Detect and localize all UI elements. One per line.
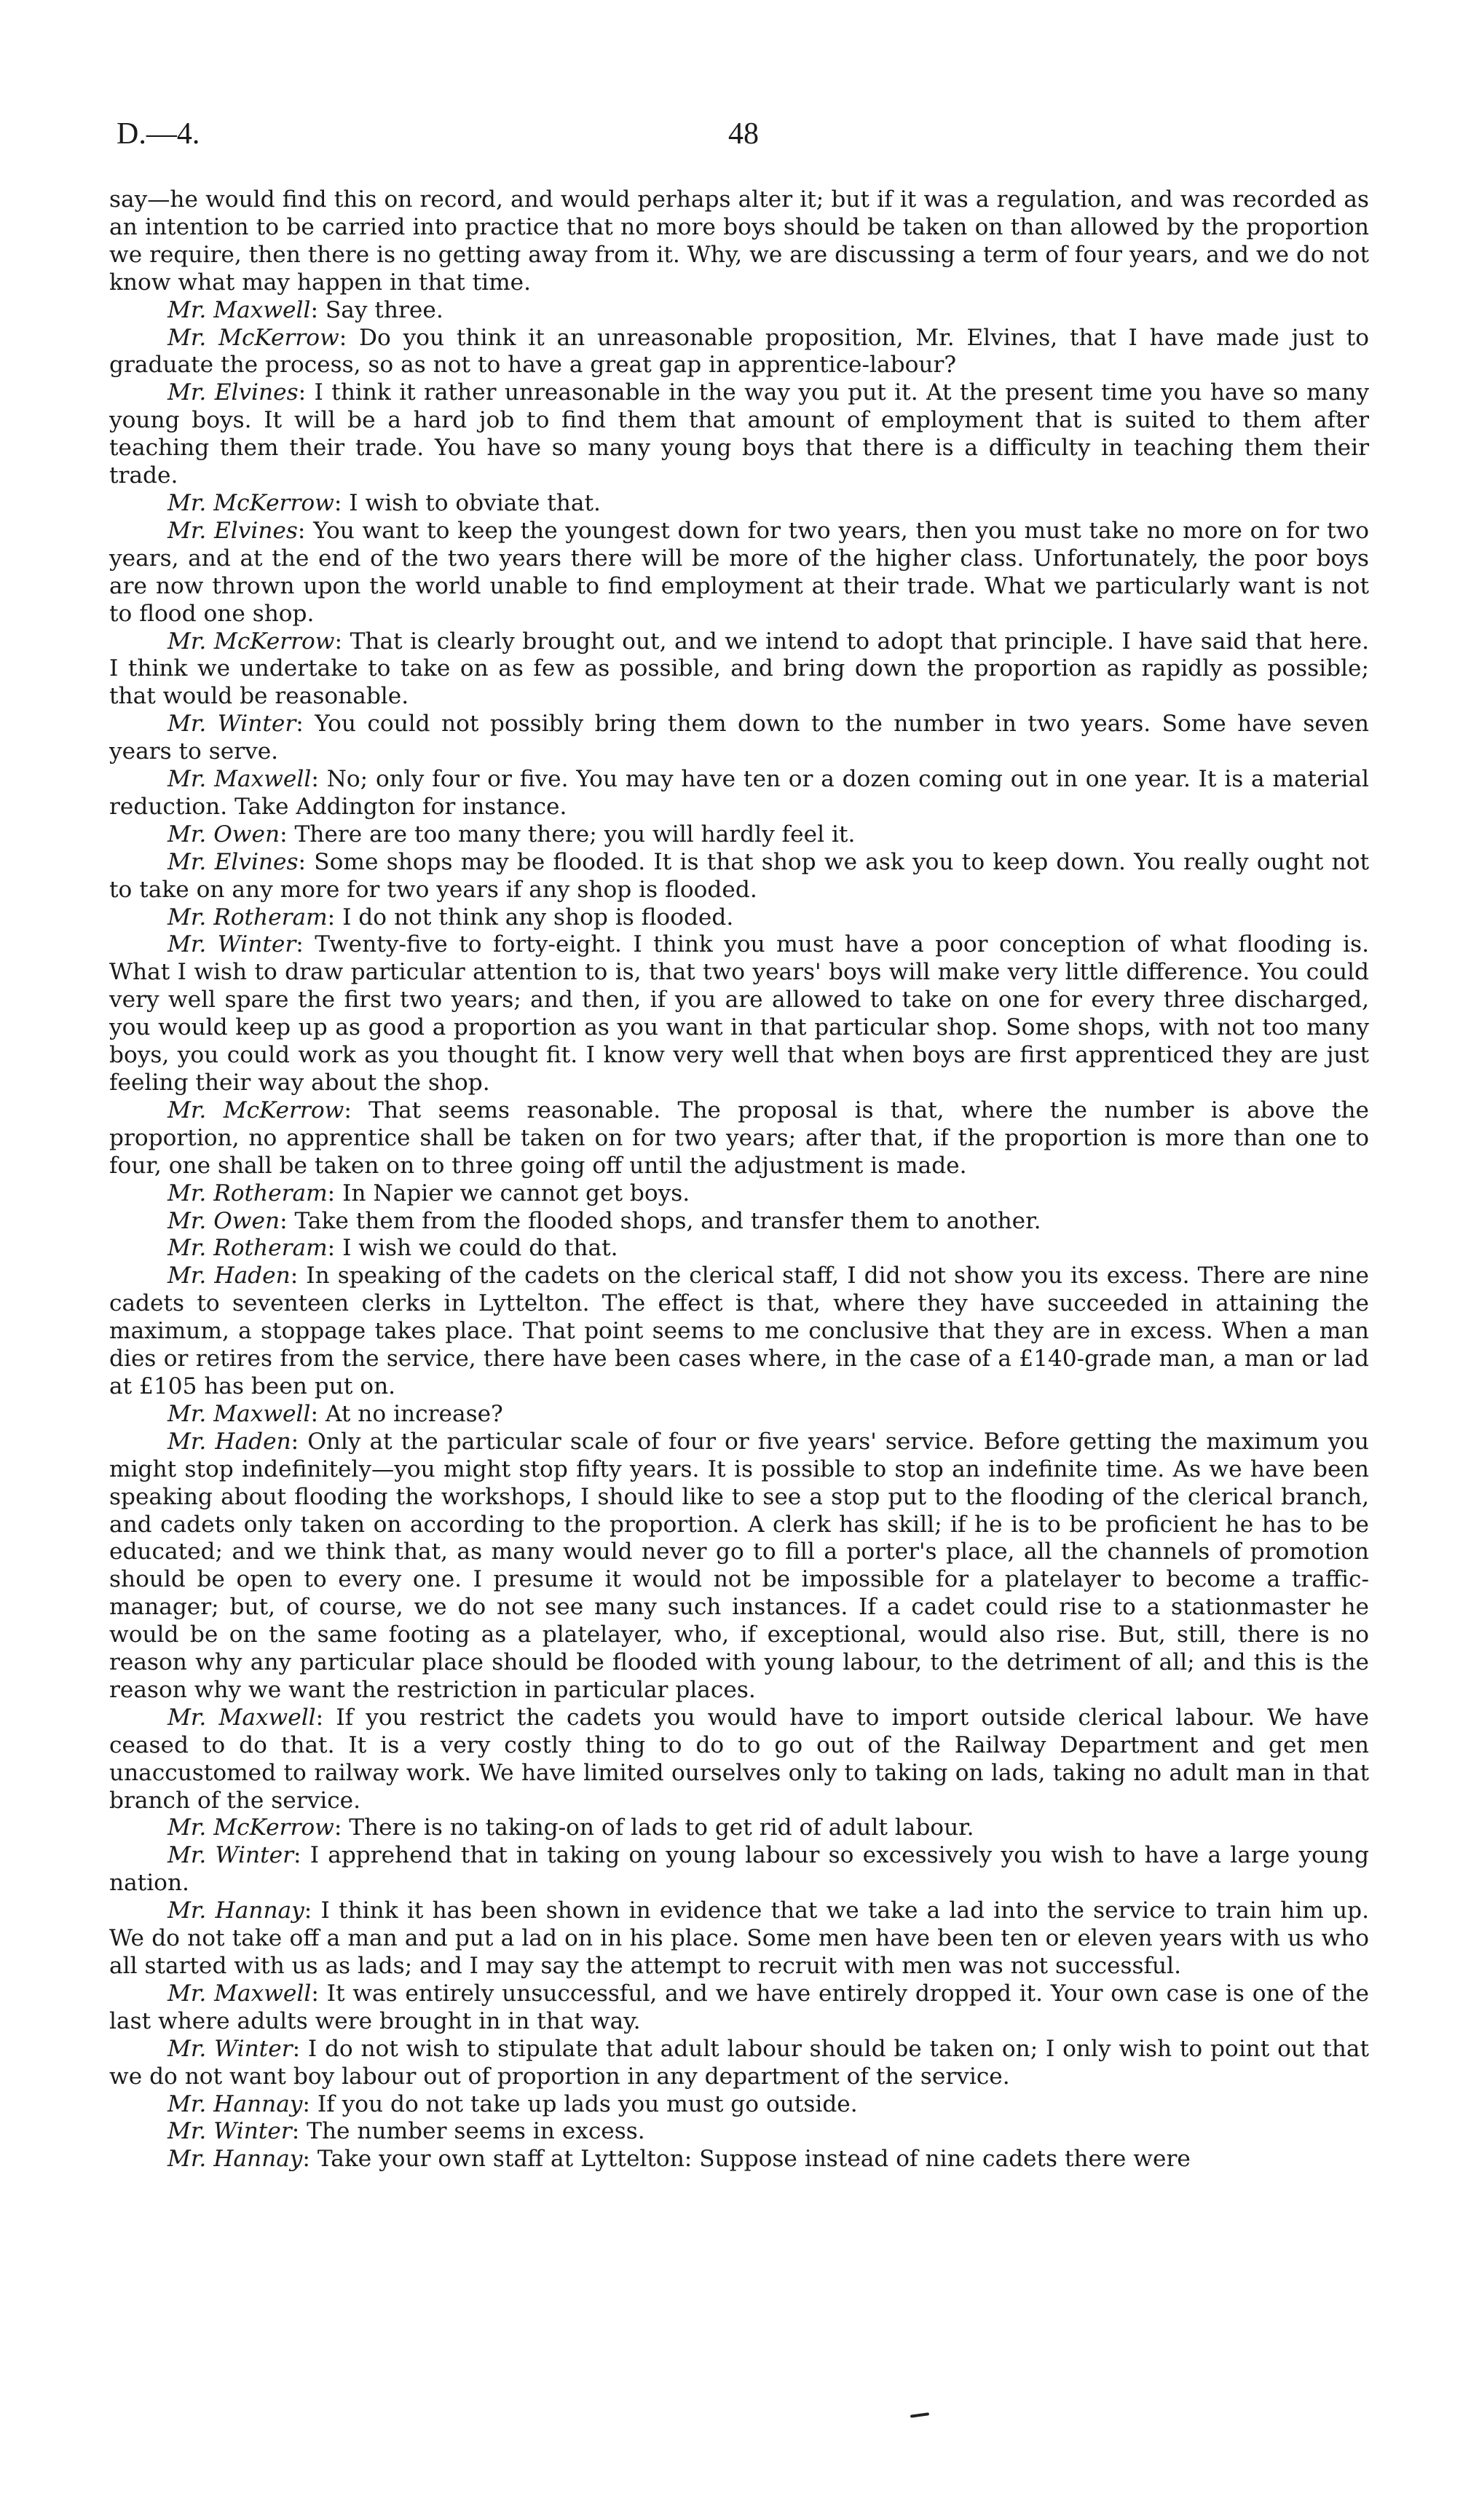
speaker-name: Mr. Owen	[167, 821, 280, 848]
speech-text: : There is no taking-on of lads to get rid of adult labour.	[334, 1814, 974, 1841]
transcript-paragraph	[109, 1705, 1369, 1815]
speech-text: : Take your own staff at Lyttelton: Suppose instead of nine cadets there were	[302, 2146, 1191, 2173]
speaker-name: Mr. Winter	[167, 2035, 293, 2062]
speech-text: : I do not wish to stipulate that adult labour should be taken on; I only wish to point out that we do not want boy labour out of proportion in any department of the service.	[109, 2035, 1369, 2090]
transcript-paragraph	[109, 1842, 1369, 1897]
transcript-paragraph	[109, 821, 1369, 849]
speech-text: : The number seems in excess.	[291, 2118, 645, 2145]
transcript-paragraph	[109, 2118, 1369, 2146]
speaker-name: Mr. Haden	[167, 1428, 291, 1455]
speaker-name: Mr. McKerrow	[167, 489, 334, 516]
transcript-paragraph	[109, 1263, 1369, 1401]
speech-text: : Some shops may be flooded. It is that shop we ask you to keep down. You really ought not to take on any more for two years if any shop is flooded.	[109, 848, 1370, 903]
transcript-paragraph	[109, 711, 1369, 766]
page-number: 48	[728, 117, 759, 151]
transcript-paragraph	[109, 1429, 1369, 1705]
speech-text: : I think it has been shown in evidence that we take a lad into the service to train him up. We do not take off a man and put a lad on in his place. Some men have been ten or eleven years with us who all started with us as lads; and I may say the attempt to recruit with men was not successful.	[109, 1897, 1369, 1979]
document-body	[109, 186, 1369, 2173]
speech-text: : That seems reasonable. The proposal is that, where the number is above the proportion, no apprentice shall be taken on for two years; after that, if the proportion is more than one to four, one shall be taken on to three going off until the adjustment is made.	[109, 1097, 1369, 1179]
page-header	[117, 116, 1369, 160]
transcript-paragraph	[109, 766, 1369, 821]
transcript-paragraph	[109, 490, 1369, 518]
speaker-name: Mr. Maxwell	[167, 766, 312, 793]
speaker-name: Mr. McKerrow	[167, 628, 335, 655]
speaker-name: Mr. Winter	[167, 931, 296, 958]
transcript-paragraph	[109, 931, 1369, 1097]
transcript-paragraph	[109, 1814, 1369, 1842]
speech-text: : Only at the particular scale of four or five years' service. Before getting the maximum you might stop indefinitely—you might stop fifty years. It is possible to stop an indefinite time. As we have been speaking about flooding the workshops, I should like to see a stop put to the flooding of the clerical branch, and cadets only taken on according to the proportion. A clerk has skill; if he is to be proficient he has to be educated; and we think that, as many would never go to fill a porter's place, all the channels of promotion should be open to every one. I presume it would not be impossible for a platelayer to become a traffic-manager; but, of course, we do not see many such instances. If a cadet could rise to a stationmaster he would be on the same footing as a platelayer, who, if exceptional, would also rise. But, still, there is no reason why any particular place should be flooded with young labour, to the detriment of all; and this is the reason why we want the restriction in particular places.	[109, 1428, 1369, 1703]
transcript-paragraph	[109, 904, 1369, 932]
speaker-name: Mr. Elvines	[167, 848, 299, 875]
transcript-paragraph	[109, 628, 1369, 711]
speaker-name: Mr. Winter	[167, 2118, 292, 2145]
speech-text: : That is clearly brought out, and we intend to adopt that principle. I have said that here. I think we undertake to take on as few as possible, and bring down the proportion as rapidly as possible; that would be reasonable.	[109, 628, 1369, 710]
transcript-paragraph	[109, 1180, 1369, 1208]
speaker-name: Mr. Maxwell	[167, 296, 311, 323]
speaker-name: Mr. McKerrow	[167, 1097, 344, 1123]
transcript-paragraph	[109, 1097, 1369, 1180]
transcript-paragraph	[109, 1980, 1369, 2036]
speaker-name: Mr. Hannay	[167, 2090, 303, 2117]
speech-text: : If you restrict the cadets you would have to import outside clerical labour. We have ceased to do that. It is a very costly thing to do to go out of the Railway Department and get men unaccustomed to railway work. We have limited ourselves only to taking on lads, taking no adult man in that branch of the service.	[109, 1704, 1369, 1814]
speaker-name: Mr. McKerrow	[167, 324, 339, 351]
speech-text: : Twenty-five to forty-eight. I think you must have a poor conception of what flooding is. What I wish to draw particular attention to is, that two years' boys will make very little difference. You could very well spare the first two years; and then, if you are allowed to take on one for every three discharged, you would keep up as good a proportion as you want in that particular shop. Some shops, with not too many boys, you could work as you thought fit. I know very well that when boys are first apprenticed they are just feeling their way about the shop.	[109, 931, 1369, 1096]
speech-text: : Do you think it an unreasonable proposition, Mr. Elvines, that I have made just to graduate the process, so as not to have a great gap in apprentice-labour?	[109, 324, 1369, 379]
ink-mark	[910, 2412, 929, 2418]
transcript-paragraph	[109, 1897, 1369, 1980]
transcript-paragraph	[109, 1208, 1369, 1236]
transcript-paragraph	[109, 2036, 1369, 2091]
transcript-paragraph	[109, 325, 1369, 380]
document-reference: D.—4.	[117, 117, 200, 151]
transcript-paragraph	[109, 518, 1369, 628]
speech-text: : I think it rather unreasonable in the way you put it. At the present time you have so many young boys. It will be a hard job to find them that amount of employment that is suited to them after teaching them their trade. You have so many young boys that there is a difficulty in teaching them their trade.	[109, 379, 1370, 489]
speaker-name: Mr. McKerrow	[167, 1814, 334, 1841]
speaker-name: Mr. Elvines	[167, 379, 299, 406]
speech-text: : In speaking of the cadets on the clerical staff, I did not show you its excess. There are nine cadets to seventeen clerks in Lyttelton. The effect is that, where they have succeeded in attaining the maximum, a stoppage takes place. That point seems to me conclusive that they are in excess. When a man dies or retires from the service, there have been cases where, in the case of a £140-grade man, a man or lad at £105 has been put on.	[109, 1263, 1370, 1399]
speech-text: : I do not think any shop is flooded.	[327, 904, 734, 931]
transcript-paragraph	[109, 379, 1369, 490]
speech-text: : I wish we could do that.	[327, 1235, 618, 1262]
speaker-name: Mr. Hannay	[167, 2146, 303, 2173]
speaker-name: Mr. Winter	[167, 711, 296, 738]
transcript-paragraph	[109, 297, 1369, 325]
transcript-paragraph	[109, 1235, 1369, 1263]
speech-text: : If you do not take up lads you must go outside.	[302, 2090, 858, 2117]
transcript-paragraph	[109, 849, 1369, 904]
speaker-name: Mr. Haden	[167, 1263, 291, 1289]
speaker-name: Mr. Maxwell	[167, 1400, 311, 1427]
speaker-name: Mr. Hannay	[167, 1897, 304, 1924]
speaker-name: Mr. Maxwell	[167, 1704, 316, 1731]
speech-text: : There are too many there; you will hardly feel it.	[280, 821, 856, 848]
speech-text: : Say three.	[310, 296, 443, 323]
speaker-name: Mr. Winter	[167, 1842, 293, 1869]
speaker-name: Mr. Owen	[167, 1207, 280, 1234]
speaker-name: Mr. Maxwell	[167, 1980, 312, 2007]
speech-text: : I wish to obviate that.	[334, 489, 601, 516]
transcript-paragraph	[109, 1401, 1369, 1429]
speech-text: : In Napier we cannot get boys.	[327, 1180, 690, 1206]
speech-text: : I apprehend that in taking on young labour so excessively you wish to have a large young nation.	[109, 1842, 1369, 1897]
transcript-paragraphs	[109, 297, 1369, 2174]
speech-text: : You want to keep the youngest down for two years, then you must take no more on for two years, and at the end of the two years there will be more of the higher class. Unfortunately, the poor boys are now thrown upon the world unable to find employment at their trade. What we particularly want is not to flood one shop.	[109, 517, 1370, 627]
speech-text: : It was entirely unsuccessful, and we have entirely dropped it. Your own case is one of the last where adults were brought in in that way.	[109, 1980, 1369, 2034]
speaker-name: Mr. Rotheram	[167, 1235, 328, 1262]
transcript-paragraph	[109, 2146, 1369, 2173]
speaker-name: Mr. Rotheram	[167, 1180, 328, 1206]
speaker-name: Mr. Rotheram	[167, 904, 328, 931]
opening-paragraph: say—he would find this on record, and would perhaps alter it; but if it was a regulation, and was recorded as an intention to be carried into practice that no more boys should be taken on than allowed by the proportion we require, then there is no getting away from it. Why, we are discussing a term of four years, and we do not know what may happen in that time.	[109, 186, 1369, 296]
speech-text: : No; only four or five. You may have ten or a dozen coming out in one year. It is a material reduction. Take Addington for instance.	[109, 766, 1369, 820]
speaker-name: Mr. Elvines	[167, 517, 298, 544]
speech-text: : Take them from the flooded shops, and transfer them to another.	[280, 1207, 1041, 1234]
transcript-paragraph	[109, 2091, 1369, 2119]
speech-text: : You could not possibly bring them down to the number in two years. Some have seven years to serve.	[109, 711, 1369, 765]
speech-text: : At no increase?	[310, 1400, 503, 1427]
